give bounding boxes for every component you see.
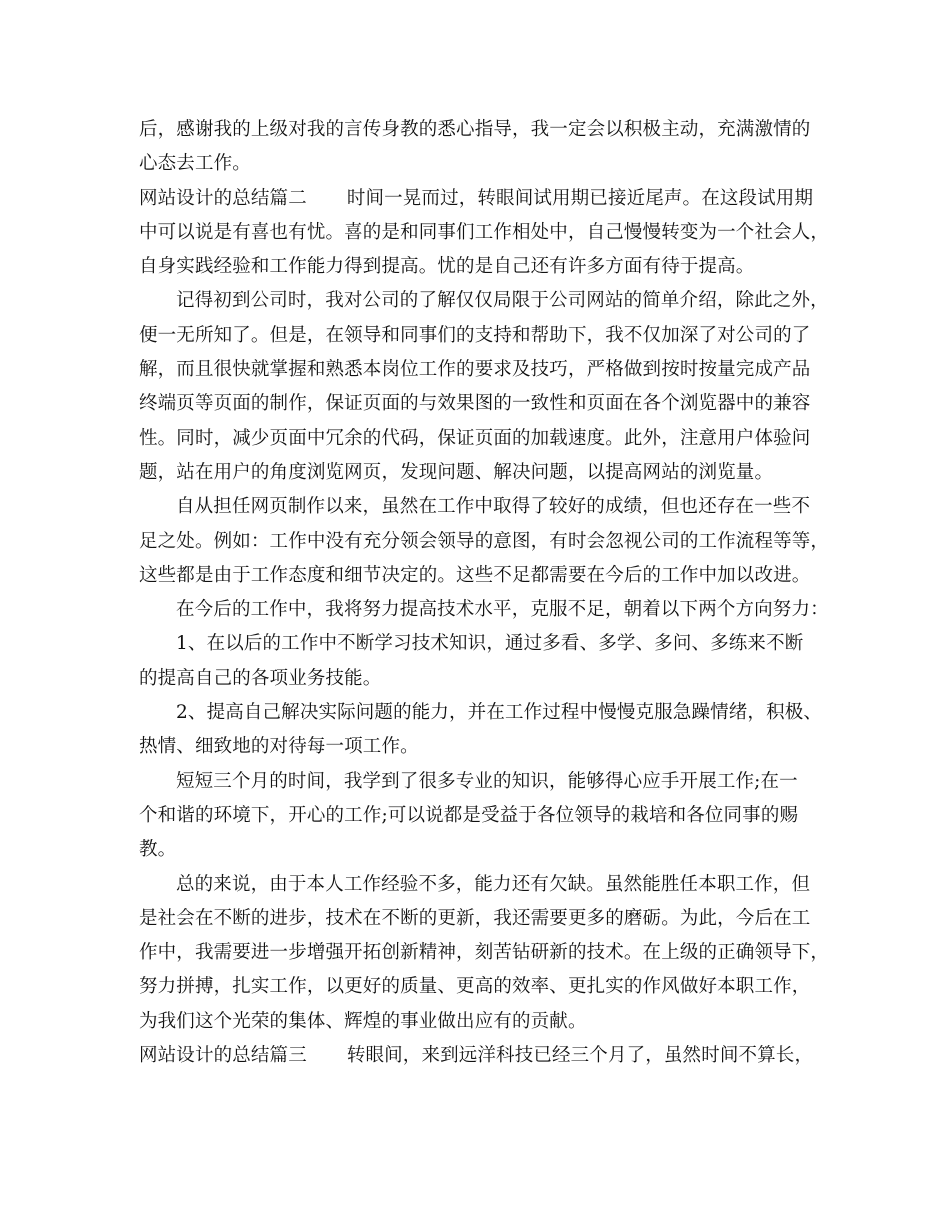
text-line: 心态去工作。 — [139, 153, 251, 175]
paragraph-first-line: 短短三个月的时间，我学到了很多专业的知识，能够得心应手开展工作;在一 — [176, 770, 798, 792]
section-heading: 网站设计的总结篇三 — [139, 1045, 307, 1067]
section-heading: 网站设计的总结篇二 — [139, 187, 307, 209]
text-line: 这些都是由于工作态度和细节决定的。这些不足都需要在今后的工作中加以改进。 — [139, 564, 811, 586]
text-line: 热情、细致地的对待每一项工作。 — [139, 736, 419, 758]
text-line: 后，感谢我的上级对我的言传身教的悉心指导，我一定会以积极主动，充满激情的 — [139, 119, 811, 140]
text-line: 的提高自己的各项业务技能。 — [139, 667, 382, 689]
text-line: 自身实践经验和工作能力得到提高。忧的是自己还有许多方面有待于提高。 — [139, 256, 755, 278]
section-heading-line — [139, 182, 829, 216]
list-item-2: 2、提高自己解决实际问题的能力，并在工作过程中慢慢克服急躁情绪，积极、 — [176, 702, 823, 724]
list-item-1: 1、在以后的工作中不断学习技术知识，通过多看、多学、多问、多练来不断 — [176, 633, 804, 655]
text-line: 便一无所知了。但是，在领导和同事们的支持和帮助下，我不仅加深了对公司的了 — [139, 324, 811, 346]
text-line: 时间一晃而过，转眼间试用期已接近尾声。在这段试用期 — [346, 187, 814, 209]
section-heading-line — [139, 1039, 829, 1073]
paragraph-first-line: 记得初到公司时，我对公司的了解仅仅局限于公司网站的简单介绍，除此之外， — [176, 290, 829, 312]
text-line: 题，站在用户的角度浏览网页，发现问题、解决问题，以提高网站的浏览量。 — [139, 461, 774, 483]
text-line: 个和谐的环境下，开心的工作;可以说都是受益于各位领导的栽培和各位同事的赐 — [139, 804, 799, 826]
text-line: 转眼间，来到远洋科技已经三个月了，虽然时间不算长， — [346, 1045, 814, 1067]
text-line: 教。 — [139, 839, 177, 861]
text-line: 足之处。例如：工作中没有充分领会领导的意图，有时会忽视公司的工作流程等等， — [139, 530, 830, 552]
paragraph-first-line: 自从担任网页制作以来，虽然在工作中取得了较好的成绩，但也还存在一些不 — [176, 496, 811, 518]
text-line: 中可以说是有喜也有忧。喜的是和同事们工作相处中，自己慢慢转变为一个社会人， — [139, 221, 830, 243]
text-line: 终端页等页面的制作，保证页面的与效果图的一致性和页面在各个浏览器中的兼容 — [139, 393, 811, 415]
text-line: 努力拼搏，扎实工作，以更好的质量、更高的效率、更扎实的作风做好本职工作， — [139, 976, 811, 998]
paragraph-first-line: 总的来说，由于本人工作经验不多，能力还有欠缺。虽然能胜任本职工作，但 — [176, 873, 811, 895]
text-line: 为我们这个光荣的集体、辉煌的事业做出应有的贡献。 — [139, 1010, 587, 1032]
text-line: 性。同时，减少页面中冗余的代码，保证页面的加载速度。此外，注意用户体验问 — [139, 427, 811, 449]
text-line: 解，而且很快就掌握和熟悉本岗位工作的要求及技巧，严格做到按时按量完成产品 — [139, 359, 811, 381]
paragraph-first-line: 在今后的工作中，我将努力提高技术水平，克服不足，朝着以下两个方向努力： — [176, 599, 829, 621]
text-line: 是社会在不断的进步，技术在不断的更新，我还需要更多的磨砺。为此，今后在工 — [139, 907, 811, 929]
text-line: 作中，我需要进一步增强开拓创新精神，刻苦钻研新的技术。在上级的正确领导下， — [139, 942, 830, 964]
document-body — [139, 113, 829, 1073]
